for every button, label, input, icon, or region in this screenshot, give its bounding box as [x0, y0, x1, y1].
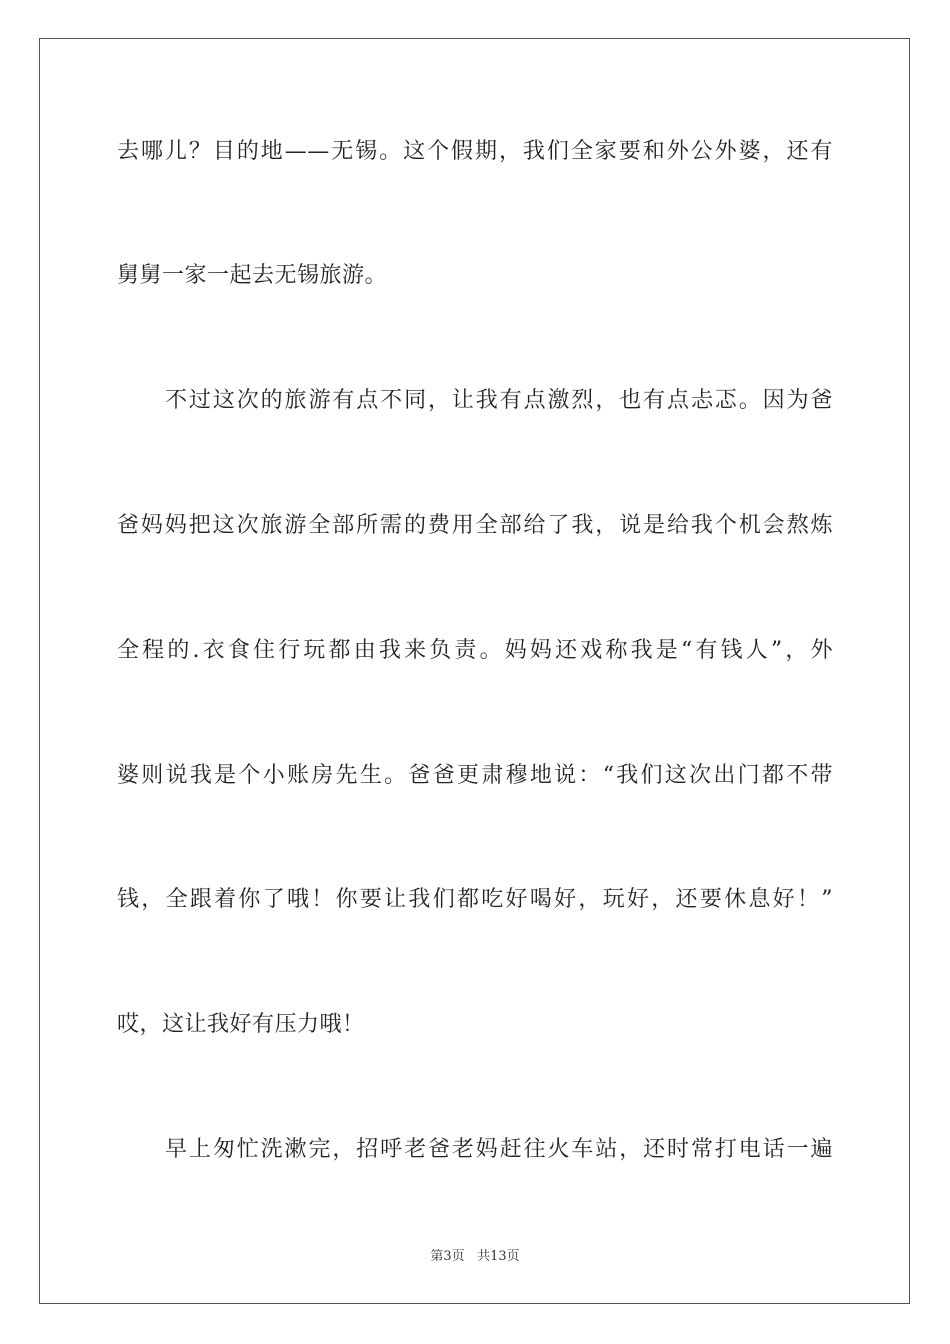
text-line-2: 舅舅一家一起去无锡旅游。 [117, 263, 388, 288]
text-line-4: 爸妈妈把这次旅游全部所需的费用全部给了我，说是给我个机会熬炼 [117, 513, 833, 538]
page-number: 第3页 [430, 1249, 465, 1264]
text-line-8: 哎，这让我好有压力哦！ [117, 1012, 365, 1037]
page-footer [0, 1248, 950, 1266]
page-border [39, 38, 910, 1304]
page-total: 共13页 [477, 1249, 520, 1264]
text-line-7: 钱，全跟着你了哦！你要让我们都吃好喝好，玩好，还要休息好！” [117, 887, 833, 912]
text-line-3: 不过这次的旅游有点不同，让我有点激烈，也有点忐忑。因为爸 [165, 388, 833, 413]
text-line-6: 婆则说我是个小账房先生。爸爸更肃穆地说：“我们这次出门都不带 [117, 763, 833, 788]
text-line-5: 全程的.衣食住行玩都由我来负责。妈妈还戏称我是“有钱人”，外 [117, 638, 833, 663]
text-line-1: 去哪儿？目的地——无锡。这个假期，我们全家要和外公外婆，还有 [117, 139, 833, 164]
text-line-9: 早上匆忙洗漱完，招呼老爸老妈赶往火车站，还时常打电话一遍 [165, 1137, 833, 1162]
